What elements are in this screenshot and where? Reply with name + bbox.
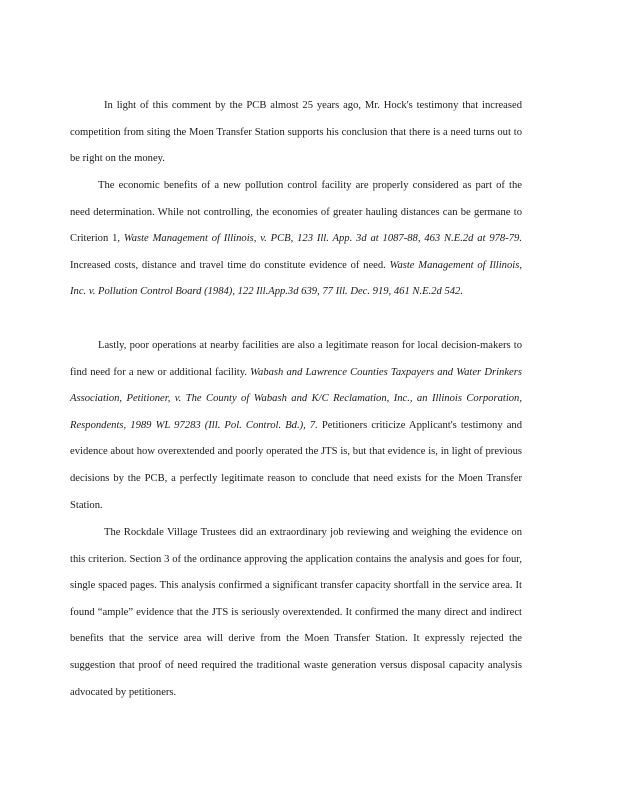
paragraph-hock-testimony: In light of this comment by the PCB almost 25 years ago, Mr. Hock's testimony that increased competition from siting the Moen Transfer Station supports his conclusion that there is a need turns out to be right on the money. (70, 100, 522, 165)
paragraph-economic-benefits (70, 173, 522, 306)
case-citation: Waste Management of Illinois, v. PCB, 123 Ill. App. 3d at 1087-88, 463 N.E.2d at 978-79. (123, 233, 522, 245)
paragraph-poor-operations (70, 333, 522, 519)
paragraph-text: Lastly, poor operations at nearby facilities are also a legitimate reason for local decision-makers to find need for a new or additional facility. (70, 340, 522, 378)
paragraph-text: Increased costs, distance and travel time do constitute evidence of need. (70, 259, 390, 271)
paragraph-text: Petitioners criticize Applicant's testimony and evidence about how overextended and poorly operated the JTS is, but that evidence is, in light of previous decisions by the PCB, a perfectly legitimate reason to conclude that need exists for the Moen Transfer Station. (70, 419, 523, 511)
paragraph-rockdale-trustees: The Rockdale Village Trustees did an extraordinary job reviewing and weighing the evidence on this criterion. Section 3 of the ordinance approving the application contains the analysis and goes for four, single spaced pages. This analysis confirmed a significant transfer capacity shortfall in the service area. It found “ample” evidence that the JTS is seriously overextended. It confirmed the many direct and indirect benefits that the service area will derive from the Moen Transfer Station. It expressly rejected the suggestion that proof of need required the traditional waste generation versus disposal capacity analysis advocated by petitioners. (70, 527, 522, 698)
paragraph-text: The economic benefits of a new pollution control facility are properly considered as part of the need determination. While not controlling, the economies of greater hauling distances can be germane to Criterion 1, (70, 180, 522, 245)
case-citation: Waste Management of Illinois, Inc. v. Pollution Control Board (1984), 122 Ill.App.3d 639, 77 Ill. Dec. 919, 461 N.E.2d 542. (70, 259, 522, 298)
case-citation: Wabash and Lawrence Counties Taxpayers and Water Drinkers Association, Petitioner, v. The County of Wabash and K/C Reclamation, Inc., an Illinois Corporation, Respondents, 1989 WL 97283 (Ill. Pol. Control. Bd.), 7. (70, 366, 522, 431)
